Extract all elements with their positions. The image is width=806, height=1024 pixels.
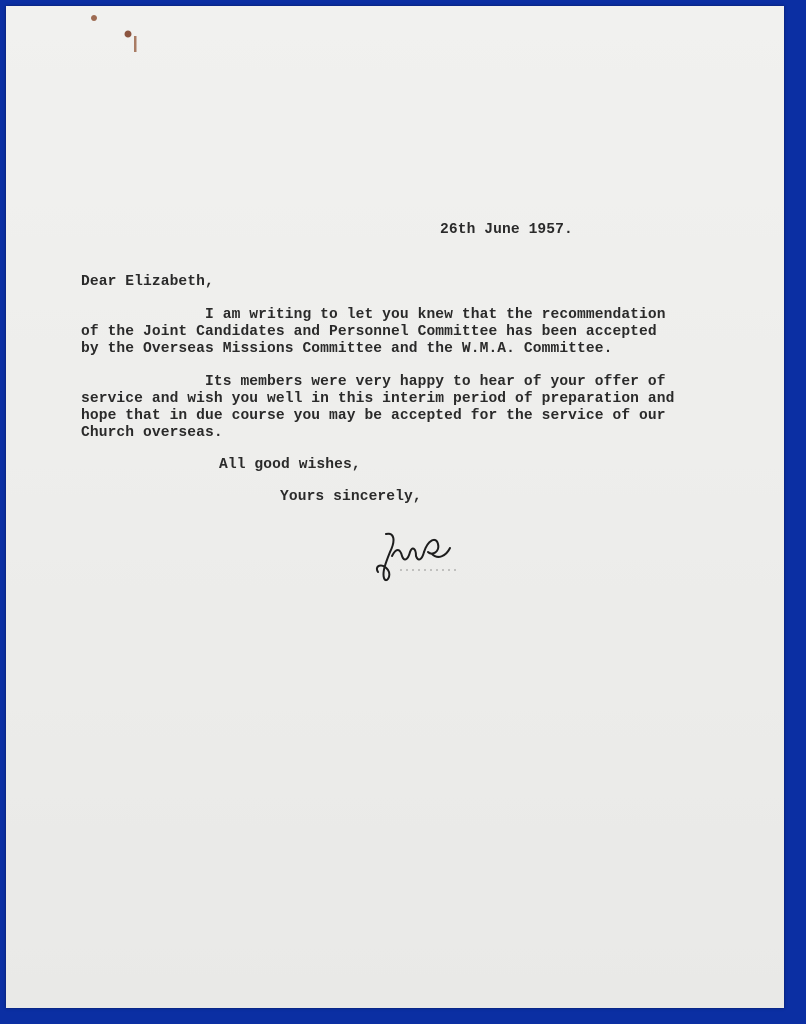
paragraph-1 xyxy=(81,307,666,358)
rust-stain xyxy=(88,8,148,56)
paragraph-1-line: of the Joint Candidates and Personnel Committee has been accepted xyxy=(81,324,657,340)
closing-wishes: All good wishes, xyxy=(219,457,361,473)
closing-sincerely: Yours sincerely, xyxy=(280,489,422,505)
paragraph-2-line: Its members were very happy to hear of your offer of xyxy=(81,374,666,390)
handwritten-signature xyxy=(366,526,466,590)
paragraph-2-line: hope that in due course you may be accepted for the service of our xyxy=(81,408,666,424)
paragraph-2-line: service and wish you well in this interim period of preparation and xyxy=(81,391,675,407)
letter-date: 26th June 1957. xyxy=(440,222,573,238)
paragraph-2 xyxy=(81,374,674,442)
letter-page xyxy=(6,6,784,1008)
paragraph-1-line: by the Overseas Missions Committee and the W.M.A. Committee. xyxy=(81,341,613,357)
paragraph-2-line: Church overseas. xyxy=(81,425,223,441)
paragraph-1-line: I am writing to let you knew that the recommendation xyxy=(81,307,666,323)
salutation: Dear Elizabeth, xyxy=(81,274,214,290)
